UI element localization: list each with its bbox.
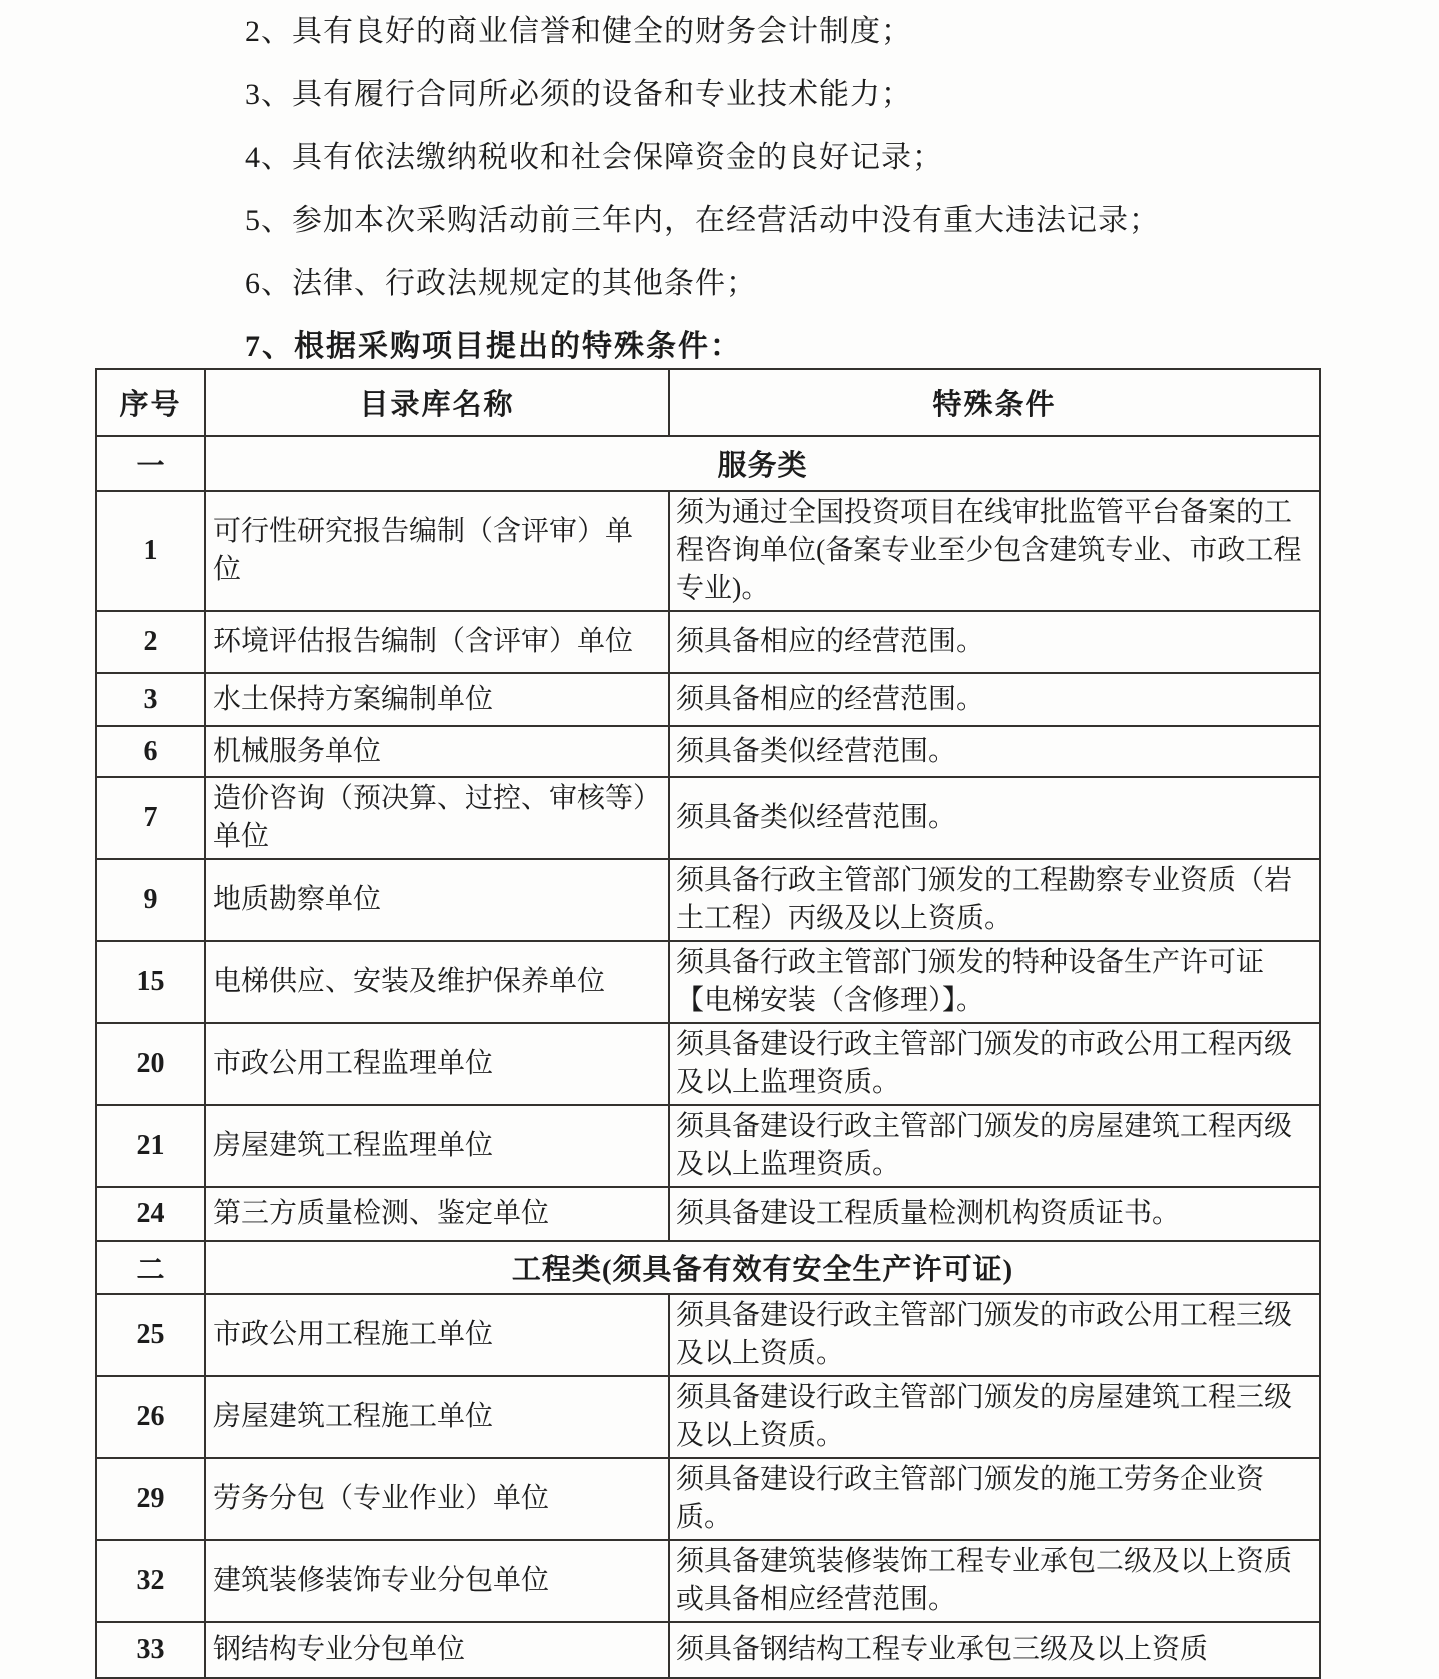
row-number-cell: 21 xyxy=(96,1105,205,1187)
list-item-4: 4、具有依法缴纳税收和社会保障资金的良好记录； xyxy=(245,141,943,174)
column-header-catalog-name: 目录库名称 xyxy=(205,369,669,436)
section-title-cell: 工程类(须具备有效有安全生产许可证) xyxy=(205,1241,1320,1294)
special-condition-cell: 须具备建设工程质量检测机构资质证书。 xyxy=(669,1187,1320,1241)
special-condition-cell: 须为通过全国投资项目在线审批监管平台备案的工程咨询单位(备案专业至少包含建筑专业、市政工程专业)。 xyxy=(669,491,1320,611)
catalog-name-cell: 市政公用工程监理单位 xyxy=(205,1023,669,1105)
list-item-7-special-conditions-heading: 7、根据采购项目提出的特殊条件： xyxy=(245,330,742,363)
table-row xyxy=(96,1023,1320,1105)
table-row xyxy=(96,1294,1320,1376)
list-item-3: 3、具有履行合同所必须的设备和专业技术能力； xyxy=(245,78,912,111)
row-number-cell: 6 xyxy=(96,726,205,777)
section-row xyxy=(96,436,1320,491)
special-condition-cell: 须具备建设行政主管部门颁发的房屋建筑工程三级及以上资质。 xyxy=(669,1376,1320,1458)
special-conditions-table xyxy=(95,368,1321,1679)
row-number-cell: 25 xyxy=(96,1294,205,1376)
special-condition-cell: 须具备建设行政主管部门颁发的施工劳务企业资质。 xyxy=(669,1458,1320,1540)
catalog-name-cell: 劳务分包（专业作业）单位 xyxy=(205,1458,669,1540)
qualification-conditions-list xyxy=(245,16,1345,394)
table-row xyxy=(96,1376,1320,1458)
special-condition-cell: 须具备行政主管部门颁发的特种设备生产许可证【电梯安装（含修理）】。 xyxy=(669,941,1320,1023)
catalog-name-cell: 可行性研究报告编制（含评审）单位 xyxy=(205,491,669,611)
catalog-name-cell: 钢结构专业分包单位 xyxy=(205,1622,669,1678)
catalog-name-cell: 电梯供应、安装及维护保养单位 xyxy=(205,941,669,1023)
special-condition-cell: 须具备建设行政主管部门颁发的市政公用工程丙级及以上监理资质。 xyxy=(669,1023,1320,1105)
column-header-special-condition: 特殊条件 xyxy=(669,369,1320,436)
table-row xyxy=(96,673,1320,726)
header-row xyxy=(96,369,1320,436)
special-condition-cell: 须具备相应的经营范围。 xyxy=(669,611,1320,673)
row-number-cell: 32 xyxy=(96,1540,205,1622)
list-item-5: 5、参加本次采购活动前三年内，在经营活动中没有重大违法记录； xyxy=(245,204,1160,237)
list-item-6: 6、法律、行政法规规定的其他条件； xyxy=(245,267,757,300)
table-row xyxy=(96,1540,1320,1622)
row-number-cell: 26 xyxy=(96,1376,205,1458)
catalog-name-cell: 第三方质量检测、鉴定单位 xyxy=(205,1187,669,1241)
table-row xyxy=(96,726,1320,777)
table-row xyxy=(96,1105,1320,1187)
row-number-cell: 二 xyxy=(96,1241,205,1294)
catalog-name-cell: 环境评估报告编制（含评审）单位 xyxy=(205,611,669,673)
row-number-cell: 3 xyxy=(96,673,205,726)
row-number-cell: 一 xyxy=(96,436,205,491)
table-row xyxy=(96,859,1320,941)
row-number-cell: 1 xyxy=(96,491,205,611)
special-condition-cell: 须具备类似经营范围。 xyxy=(669,777,1320,859)
catalog-name-cell: 造价咨询（预决算、过控、审核等）单位 xyxy=(205,777,669,859)
catalog-name-cell: 水土保持方案编制单位 xyxy=(205,673,669,726)
table-row xyxy=(96,611,1320,673)
section-title-cell: 服务类 xyxy=(205,436,1320,491)
catalog-name-cell: 地质勘察单位 xyxy=(205,859,669,941)
table-row xyxy=(96,1458,1320,1540)
column-header-no: 序号 xyxy=(96,369,205,436)
row-number-cell: 2 xyxy=(96,611,205,673)
row-number-cell: 33 xyxy=(96,1622,205,1678)
row-number-cell: 9 xyxy=(96,859,205,941)
special-condition-cell: 须具备建设行政主管部门颁发的市政公用工程三级及以上资质。 xyxy=(669,1294,1320,1376)
table-row xyxy=(96,941,1320,1023)
special-condition-cell: 须具备类似经营范围。 xyxy=(669,726,1320,777)
section-row xyxy=(96,1241,1320,1294)
special-condition-cell: 须具备钢结构工程专业承包三级及以上资质 xyxy=(669,1622,1320,1678)
catalog-name-cell: 市政公用工程施工单位 xyxy=(205,1294,669,1376)
catalog-name-cell: 房屋建筑工程施工单位 xyxy=(205,1376,669,1458)
table-row xyxy=(96,1187,1320,1241)
table-row xyxy=(96,491,1320,611)
special-condition-cell: 须具备相应的经营范围。 xyxy=(669,673,1320,726)
catalog-name-cell: 建筑装修装饰专业分包单位 xyxy=(205,1540,669,1622)
catalog-name-cell: 房屋建筑工程监理单位 xyxy=(205,1105,669,1187)
row-number-cell: 24 xyxy=(96,1187,205,1241)
special-condition-cell: 须具备建设行政主管部门颁发的房屋建筑工程丙级及以上监理资质。 xyxy=(669,1105,1320,1187)
row-number-cell: 29 xyxy=(96,1458,205,1540)
row-number-cell: 7 xyxy=(96,777,205,859)
special-condition-cell: 须具备建筑装修装饰工程专业承包二级及以上资质或具备相应经营范围。 xyxy=(669,1540,1320,1622)
table-row xyxy=(96,777,1320,859)
catalog-name-cell: 机械服务单位 xyxy=(205,726,669,777)
table-row xyxy=(96,1622,1320,1678)
row-number-cell: 20 xyxy=(96,1023,205,1105)
special-condition-cell: 须具备行政主管部门颁发的工程勘察专业资质（岩土工程）丙级及以上资质。 xyxy=(669,859,1320,941)
list-item-2: 2、具有良好的商业信誉和健全的财务会计制度； xyxy=(245,15,912,48)
row-number-cell: 15 xyxy=(96,941,205,1023)
